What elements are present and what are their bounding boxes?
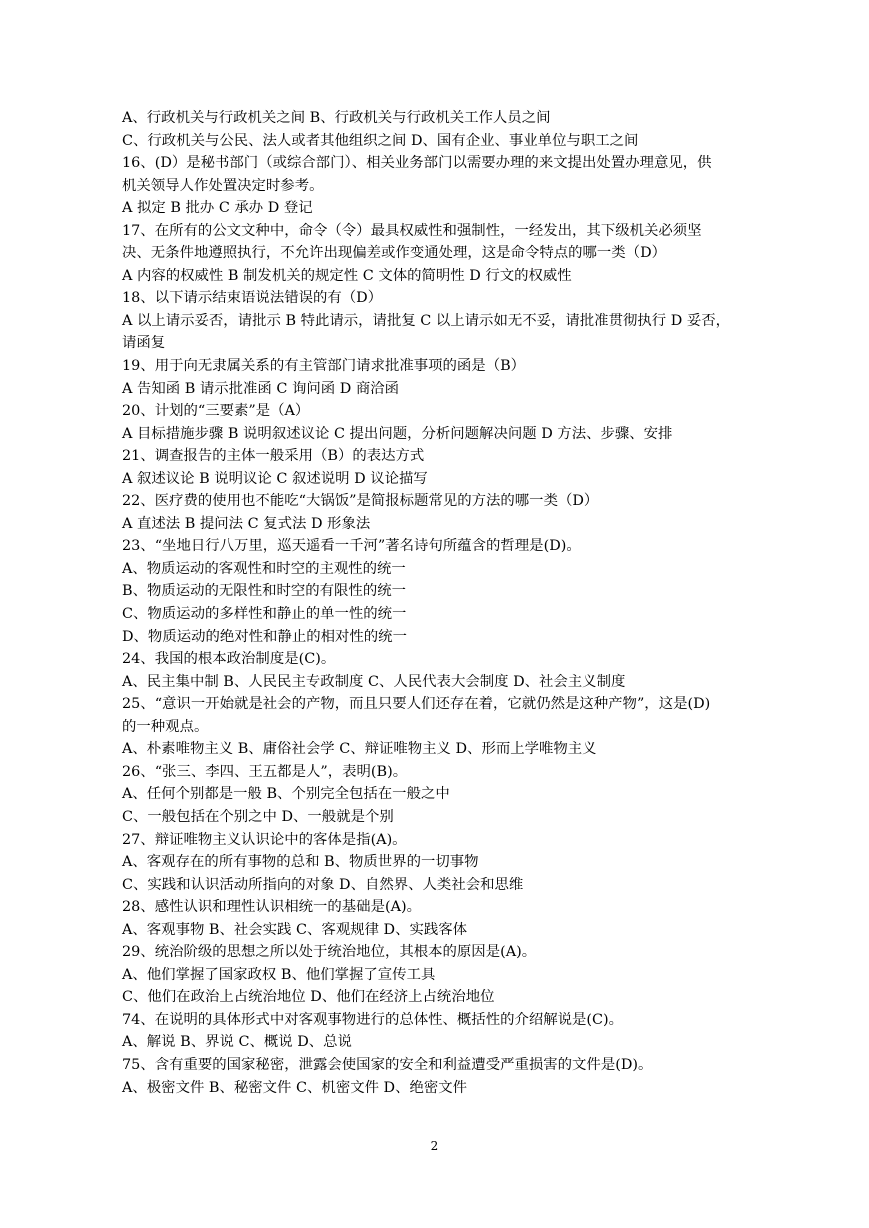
text-line: 25、“意识一开始就是社会的产物，而且只要人们还存在着，它就仍然是这种产物”，这是(D): [122, 696, 711, 713]
text-line: A、物质运动的客观性和时空的主观性的统一: [122, 560, 406, 577]
page-number: 2: [430, 1139, 439, 1153]
text-line: 22、医疗费的使用也不能吃“大锅饭”是简报标题常见的方法的哪一类（D）: [122, 493, 599, 510]
text-line: 18、以下请示结束语说法错误的有（D）: [122, 290, 383, 307]
text-line: 26、“张三、李四、王五都是人”，表明(B)。: [122, 763, 408, 780]
text-line: A 叙述议论 B 说明议论 C 叙述说明 D 议论描写: [122, 470, 428, 487]
text-line: B、物质运动的无限性和时空的有限性的统一: [122, 583, 406, 600]
text-line: C、行政机关与公民、法人或者其他组织之间 D、国有企业、事业单位与职工之间: [122, 132, 639, 149]
text-line: A 告知函 B 请示批准函 C 询问函 D 商洽函: [122, 380, 400, 397]
text-line: A、任何个别都是一般 B、个别完全包括在一般之中: [122, 786, 450, 803]
text-line: C、他们在政治上占统治地位 D、他们在经济上占统治地位: [122, 989, 495, 1006]
text-line: 17、在所有的公文文种中，命令（令）最具权威性和强制性，一经发出，其下级机关必须坚: [122, 222, 702, 239]
text-line: A 目标措施步骤 B 说明叙述议论 C 提出问题，分析问题解决问题 D 方法、步骤、安排: [122, 425, 673, 442]
text-line: 16、(D）是秘书部门（或综合部门）、相关业务部门以需要办理的来文提出处置办理意见，供: [122, 155, 712, 172]
text-line: 决、无条件地遵照执行，不允许出现偏差或作变通处理，这是命令特点的哪一类（D）: [122, 245, 666, 262]
text-line: D、物质运动的绝对性和静止的相对性的统一: [122, 628, 407, 645]
text-line: A、行政机关与行政机关之间 B、行政机关与行政机关工作人员之间: [122, 110, 551, 126]
text-line: 20、计划的“三要素”是（A）: [122, 403, 310, 420]
text-line: A 拟定 B 批办 C 承办 D 登记: [122, 200, 313, 217]
text-line: C、一般包括在个别之中 D、一般就是个别: [122, 808, 394, 825]
text-line: 29、统治阶级的思想之所以处于统治地位，其根本的原因是(A)。: [122, 944, 537, 961]
text-line: A、客观存在的所有事物的总和 B、物质世界的一切事物: [122, 854, 479, 871]
text-line: 23、“坐地日行八万里，巡天遥看一千河”著名诗句所蕴含的哲理是(D)。: [122, 538, 581, 555]
text-line: C、物质运动的多样性和静止的单一性的统一: [122, 606, 407, 623]
text-line: 21、调查报告的主体一般采用（B）的表达方式: [122, 448, 425, 465]
text-line: C、实践和认识活动所指向的对象 D、自然界、人类社会和思维: [122, 876, 524, 893]
text-line: 请函复: [122, 335, 166, 352]
document-body: [122, 107, 748, 1099]
text-line: 28、感性认识和理性认识相统一的基础是(A)。: [122, 899, 421, 916]
text-line: A、他们掌握了国家政权 B、他们掌握了宣传工具: [122, 966, 436, 983]
text-line: A、客观事物 B、社会实践 C、客观规律 D、实践客体: [122, 921, 468, 938]
text-line: 74、在说明的具体形式中对客观事物进行的总体性、概括性的介绍解说是(C)。: [122, 1011, 624, 1028]
text-line: 的一种观点。: [122, 718, 209, 735]
text-line: A、朴素唯物主义 B、庸俗社会学 C、辩证唯物主义 D、形而上学唯物主义: [122, 741, 597, 758]
text-line: 机关领导人作处置决定时参考。: [122, 177, 324, 194]
text-line: A 以上请示妥否，请批示 B 特此请示，请批复 C 以上请示如无不妥，请批准贯彻执行 D 妥否，: [122, 312, 730, 329]
text-line: 27、辩证唯物主义认识论中的客体是指(A)。: [122, 831, 407, 848]
text-line: A、民主集中制 B、人民民主专政制度 C、人民代表大会制度 D、社会主义制度: [122, 673, 626, 690]
text-line: A 内容的权威性 B 制发机关的规定性 C 文体的简明性 D 行文的权威性: [122, 267, 572, 284]
text-line: 75、含有重要的国家秘密，泄露会使国家的安全和利益遭受严重损害的文件是(D)。: [122, 1056, 653, 1073]
text-line: A 直述法 B 提问法 C 复式法 D 形象法: [122, 515, 371, 532]
text-line: 24、我国的根本政治制度是(C)。: [122, 651, 336, 668]
text-line: 19、用于向无隶属关系的有主管部门请求批准事项的函是（B）: [122, 358, 526, 375]
text-line: A、极密文件 B、秘密文件 C、机密文件 D、绝密文件: [122, 1079, 468, 1096]
text-line: A、解说 B、界说 C、概说 D、总说: [122, 1034, 352, 1051]
